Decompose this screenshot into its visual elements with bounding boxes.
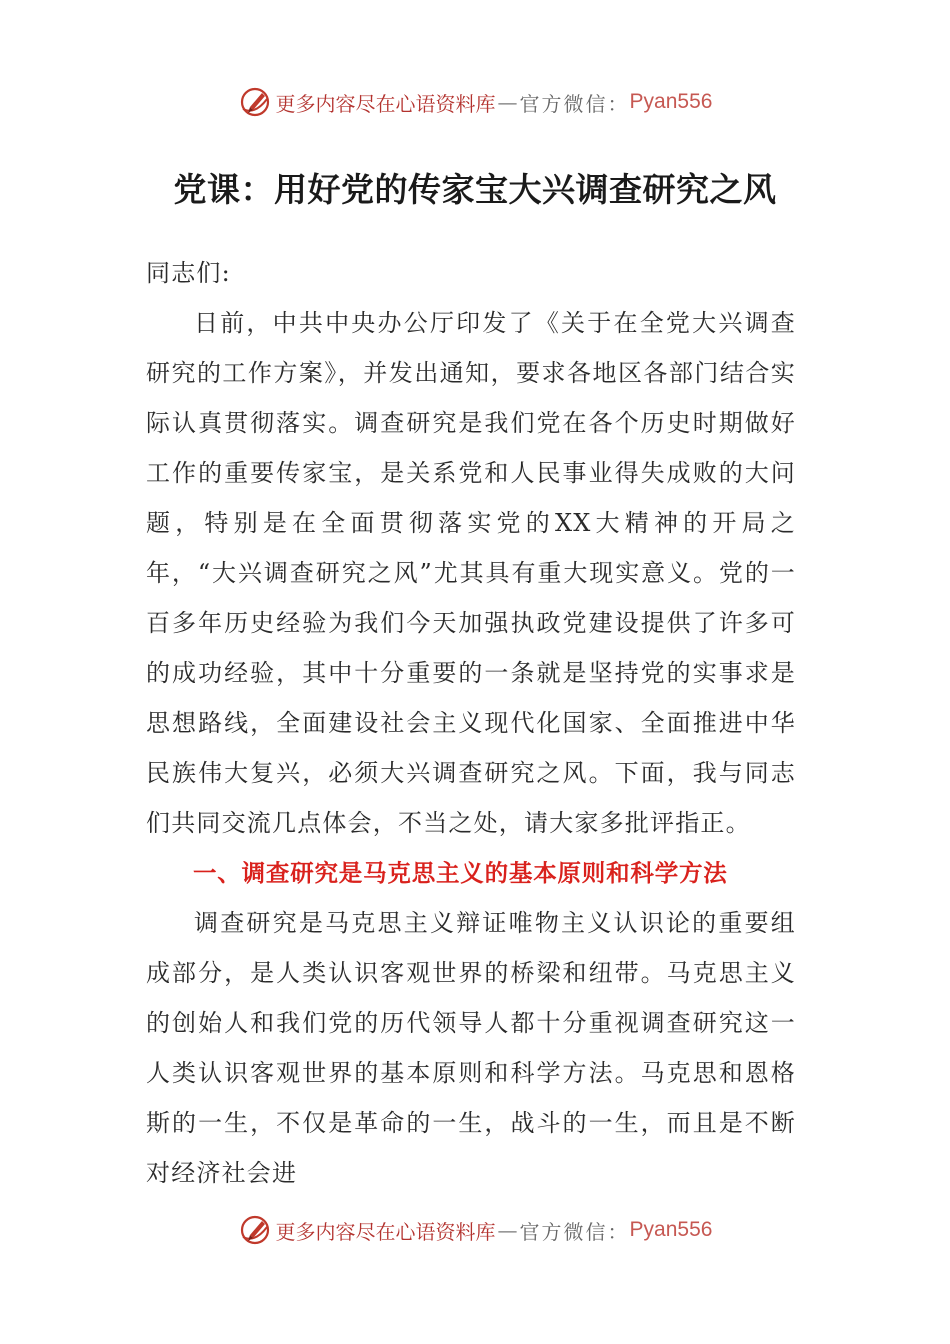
paragraph: 调查研究是马克思主义辩证唯物主义认识论的重要组成部分，是人类认识客观世界的桥梁和纽带。马克思主义的创始人和我们党的历代领导人都十分重视调查研究这一人类认识客观世界的基本原则和科学方法。马克思和恩格斯的一生，不仅是革命的一生，战斗的一生，而且是不断对经济社会进	[146, 909, 796, 1187]
official-label: 官方微信：	[519, 1219, 630, 1244]
separator: —	[497, 90, 518, 114]
section-heading: 一、调查研究是马克思主义的基本原则和科学方法	[193, 859, 728, 887]
footer-banner	[0, 1210, 950, 1250]
wechat-id: Pyan556	[629, 1218, 713, 1241]
pen-logo-icon	[238, 1213, 272, 1247]
pen-logo-icon	[238, 85, 272, 119]
document-title: 党课：用好党的传家宝大兴调查研究之风	[173, 170, 777, 209]
wechat-id: Pyan556	[629, 90, 713, 113]
official-label: 官方微信：	[519, 91, 630, 116]
separator: —	[497, 1218, 518, 1242]
paragraph: 日前，中共中央办公厅印发了《关于在全党大兴调查研究的工作方案》，并发出通知，要求各地区各部门结合实际认真贯彻落实。调查研究是我们党在各个历史时期做好工作的重要传家宝，是关系党和人民事业得失成败的大问题，特别是在全面贯彻落实党的XX大精神的开局之年，“大兴调查研究之风”尤其具有重大现实意义。党的一百多年历史经验为我们今天加强执政党建设提供了许多可的成功经验，其中十分重要的一条就是坚持党的实事求是思想路线，全面建设社会主义现代化国家、全面推进中华民族伟大复兴，必须大兴调查研究之风。下面，我与同志们共同交流几点体会，不当之处，请大家多批评指正。	[146, 309, 796, 837]
brand-text: 更多内容尽在心语资料库	[275, 1219, 496, 1244]
brand-text: 更多内容尽在心语资料库	[275, 91, 496, 116]
salutation: 同志们:	[146, 259, 231, 287]
document-body	[146, 248, 796, 1198]
header-banner	[0, 82, 950, 122]
